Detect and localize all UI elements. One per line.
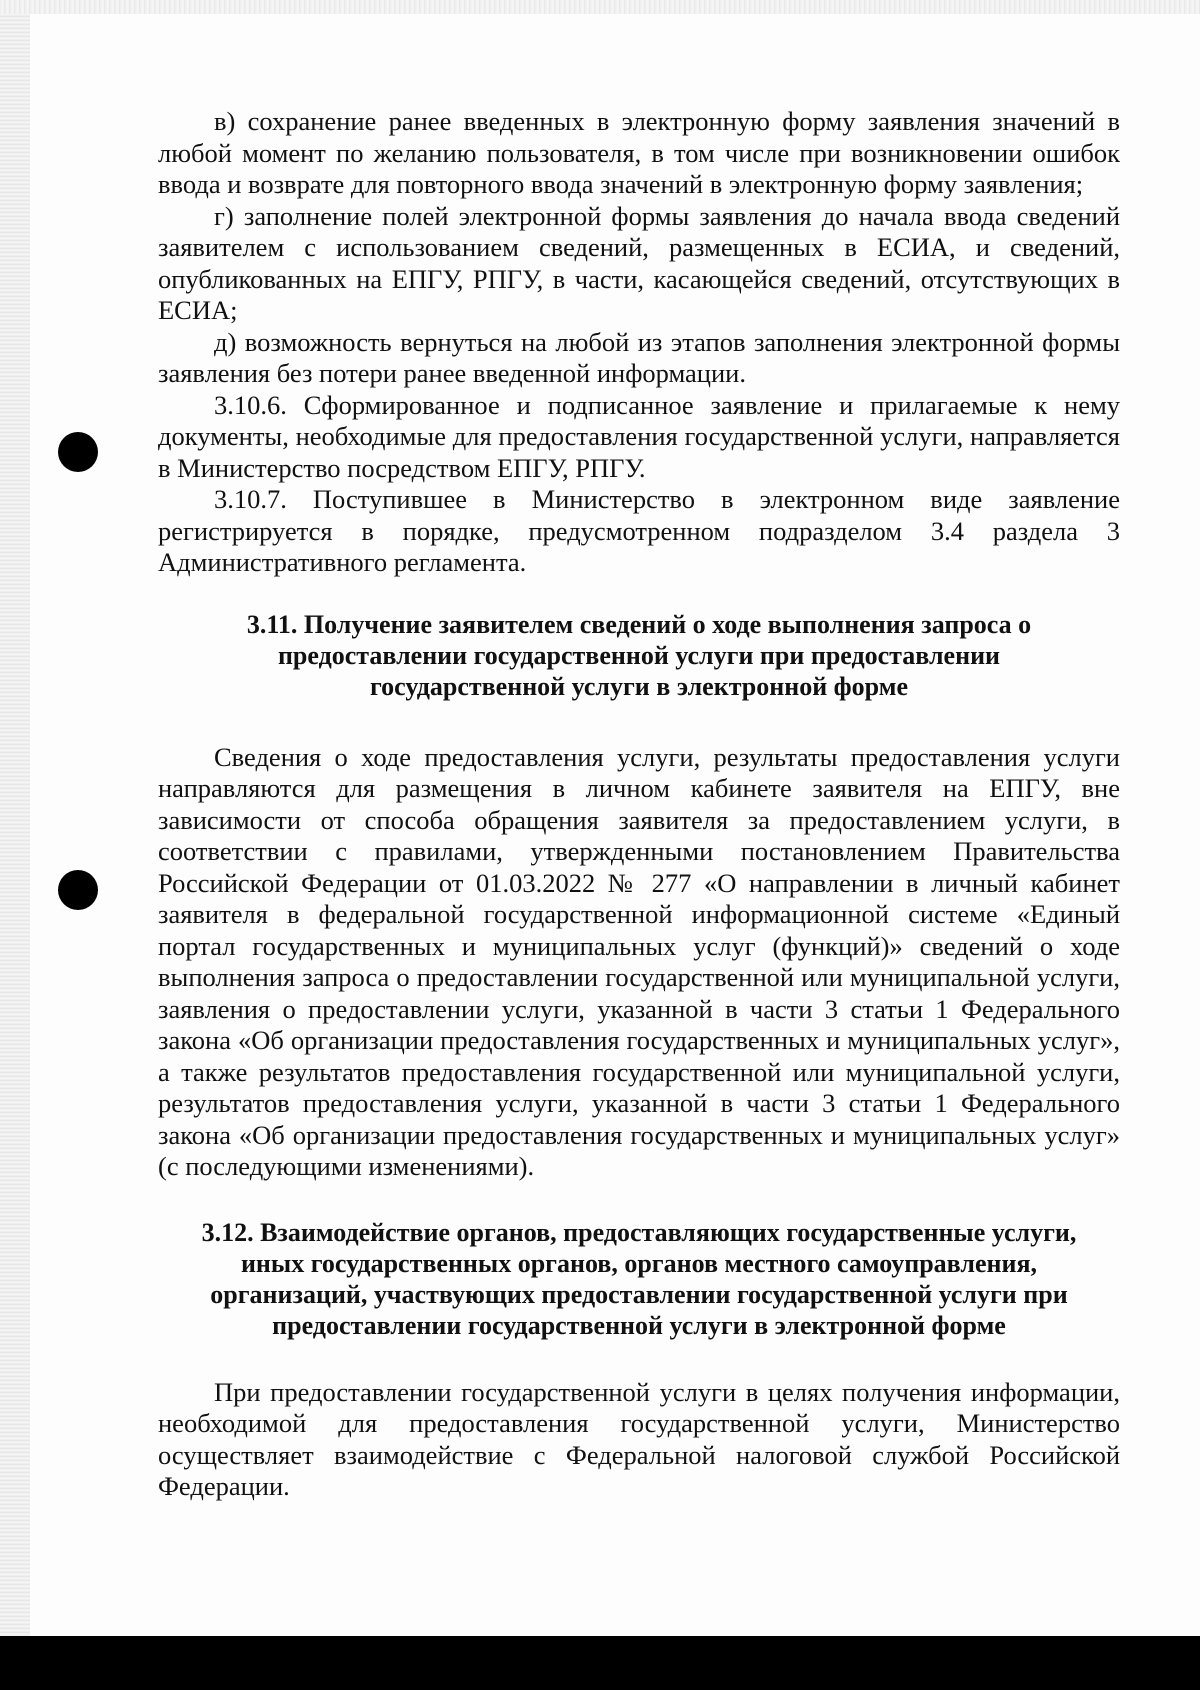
heading-line: иных государственных органов, органов местного самоуправления,	[240, 1248, 1038, 1278]
punch-hole-upper	[58, 432, 98, 472]
section-heading-3-11	[158, 609, 1120, 702]
paragraph-item-g: г) заполнение полей электронной формы заявления до начала ввода сведений заявителем с использованием сведений, размещенных в ЕСИА, и сведений, опубликованных на ЕПГУ, РПГУ, в части, касающейся сведений, отсутствующих в ЕСИА;	[158, 200, 1120, 325]
section-3-11-body: Сведения о ходе предоставления услуги, результаты предоставления услуги направляются для размещения в личном кабинете заявителя на ЕПГУ, вне зависимости от способа обращения заявителя за предоставлением услуги, в соответствии с правилами, утвержденными постановлением Правительства Российской Федерации от 01.03.2022 № 277 «О направлении в личный кабинет заявителя в федеральной государственной информационной системе «Единый портал государственных и муниципальных услуг (функций)» сведений о ходе выполнения запроса о предоставлении государственной или муниципальной услуги, заявления о предоставлении услуги, указанной в части 3 статьи 1 Федерального закона «Об организации предоставления государственных и муниципальных услуг», а также результатов предоставления государственной или муниципальной услуги, результатов предоставления услуги, указанной в части 3 статьи 1 Федерального закона «Об организации предоставления государственных и муниципальных услуг» (с последующими изменениями).	[158, 741, 1120, 1181]
heading-line: предоставлении государственной услуги в электронной форме	[272, 1310, 1006, 1340]
paragraph-item-d: д) возможность вернуться на любой из этапов заполнения электронной формы заявления без потери ранее введенной информации.	[158, 326, 1120, 388]
heading-line: 3.11. Получение заявителем сведений о ходе выполнения запроса о	[246, 609, 1032, 639]
scan-bottom-band	[0, 1636, 1200, 1690]
scan-edge-top	[0, 0, 1200, 14]
paragraph-3-10-6: 3.10.6. Сформированное и подписанное заявление и прилагаемые к нему документы, необходимые для предоставления государственной услуги, направляется в Министерство посредством ЕПГУ, РПГУ.	[158, 389, 1120, 483]
punch-hole-lower	[58, 870, 98, 910]
document-body	[158, 106, 1120, 1503]
section-3-12-body: При предоставлении государственной услуги в целях получения информации, необходимой для предоставления государственной услуги, Министерство осуществляет взаимодействие с Федеральной налоговой службой Российской Федерации.	[158, 1376, 1120, 1501]
paragraph-item-v: в) сохранение ранее введенных в электронную форму заявления значений в любой момент по желанию пользователя, в том числе при возникновении ошибок ввода и возврате для повторного ввода значений в электронную форму заявления;	[158, 106, 1120, 199]
heading-line: 3.12. Взаимодействие органов, предоставляющих государственные услуги,	[201, 1217, 1077, 1247]
scan-edge-left	[0, 0, 30, 1636]
heading-line: организаций, участвующих предоставлении государственной услуги при	[210, 1279, 1068, 1309]
paragraph-3-10-7: 3.10.7. Поступившее в Министерство в электронном виде заявление регистрируется в порядке, предусмотренном подразделом 3.4 раздела 3 Административного регламента.	[158, 484, 1120, 577]
heading-line: предоставлении государственной услуги при предоставлении	[277, 640, 1001, 670]
section-heading-3-12	[158, 1217, 1120, 1341]
heading-line: государственной услуги в электронной форме	[370, 671, 908, 701]
